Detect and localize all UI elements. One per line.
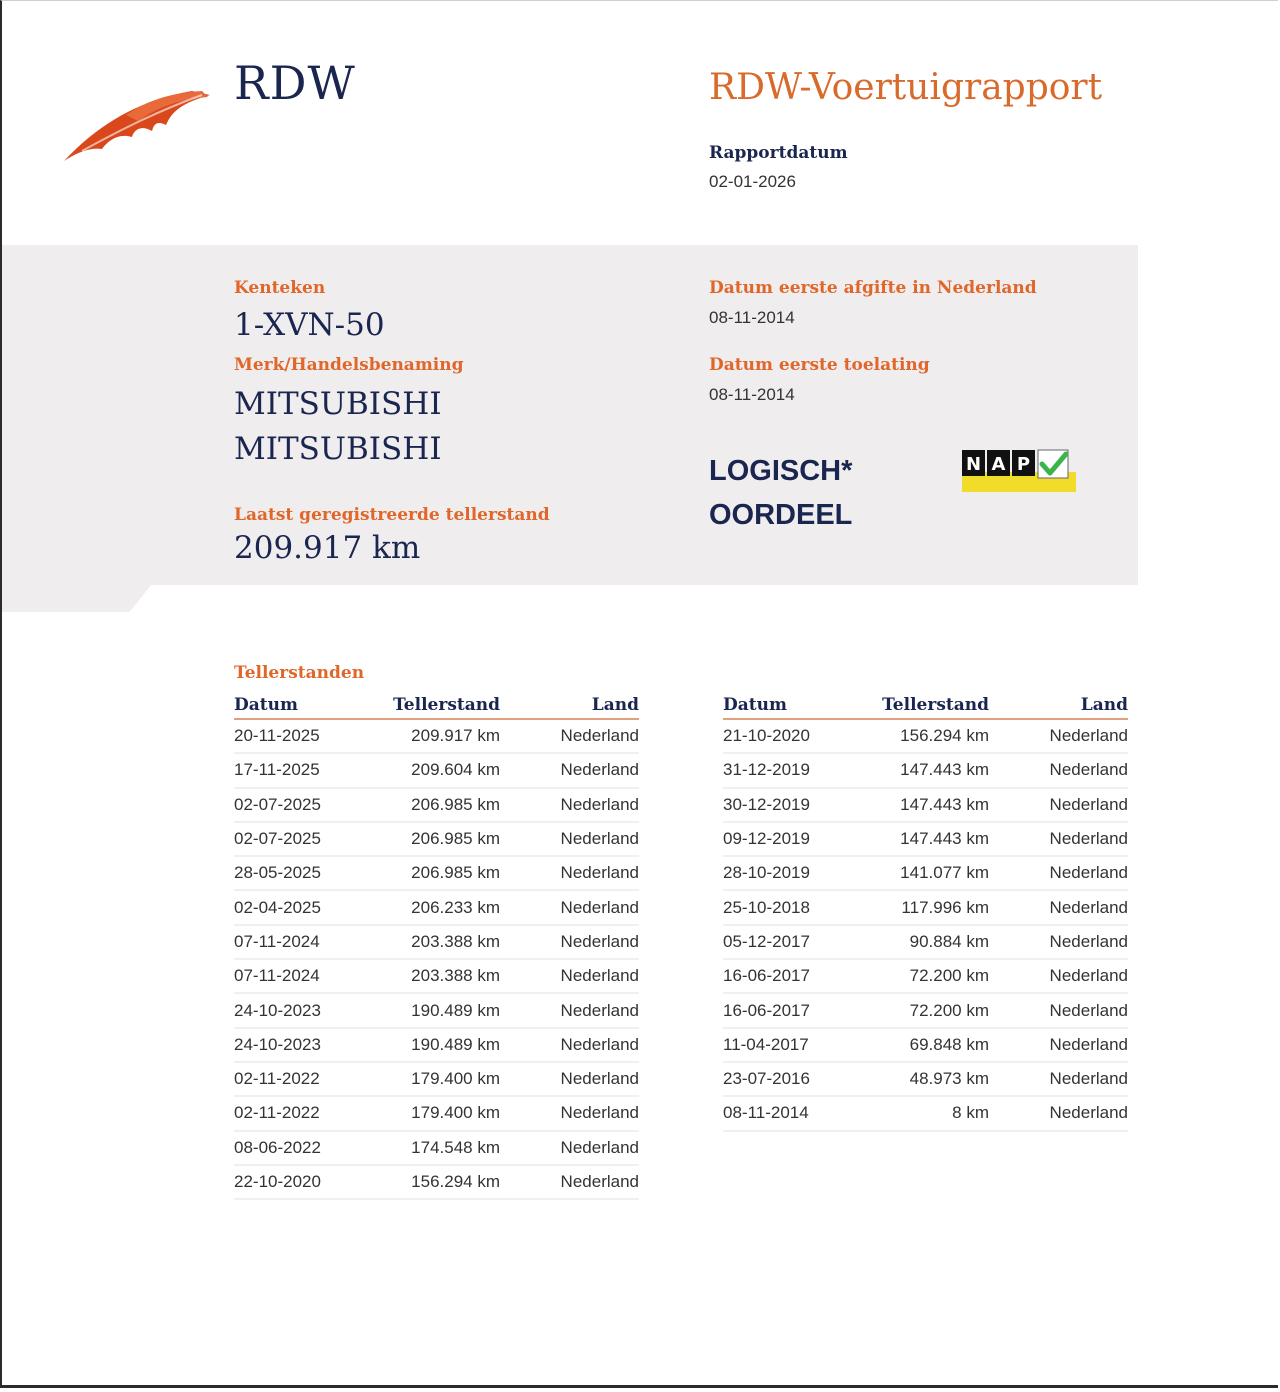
cell-km: 179.400 km bbox=[411, 1103, 500, 1123]
table-row bbox=[234, 1166, 639, 1200]
cell-km: 69.848 km bbox=[909, 1034, 989, 1054]
table-row bbox=[234, 789, 639, 823]
cell-date: 30-12-2019 bbox=[723, 794, 810, 814]
table-row bbox=[234, 1063, 639, 1097]
first-admission-label: Datum eerste toelating bbox=[709, 355, 930, 375]
table-row bbox=[723, 1097, 1128, 1131]
table-row bbox=[234, 960, 639, 994]
cell-date: 25-10-2018 bbox=[723, 897, 810, 917]
cell-land: Nederland bbox=[1049, 760, 1128, 780]
report-title: RDW-Voertuigrapport bbox=[709, 67, 1103, 108]
odometer-value: 209.917 km bbox=[234, 530, 421, 566]
cell-date: 20-11-2025 bbox=[234, 726, 320, 746]
cell-land: Nederland bbox=[1049, 966, 1128, 986]
cell-land: Nederland bbox=[1049, 794, 1128, 814]
table-row bbox=[723, 1029, 1128, 1063]
table-row bbox=[234, 823, 639, 857]
cell-date: 07-11-2024 bbox=[234, 966, 320, 986]
col-land-header: Land bbox=[591, 695, 639, 715]
cell-date: 23-07-2016 bbox=[723, 1069, 810, 1089]
col-km-header: Tellerstand bbox=[882, 695, 989, 715]
cell-km: 203.388 km bbox=[411, 931, 500, 951]
table-row bbox=[234, 926, 639, 960]
cell-km: 209.917 km bbox=[411, 726, 500, 746]
odometer-label: Laatst geregistreerde tellerstand bbox=[234, 505, 550, 525]
table-row bbox=[234, 1097, 639, 1131]
cell-km: 147.443 km bbox=[900, 829, 989, 849]
cell-land: Nederland bbox=[560, 1034, 639, 1054]
cell-land: Nederland bbox=[1049, 829, 1128, 849]
cell-land: Nederland bbox=[560, 726, 639, 746]
cell-land: Nederland bbox=[1049, 931, 1128, 951]
nap-letter-p: P bbox=[1016, 454, 1031, 475]
cell-km: 179.400 km bbox=[411, 1069, 500, 1089]
cell-date: 02-11-2022 bbox=[234, 1103, 320, 1123]
table-row bbox=[234, 1132, 639, 1166]
cell-land: Nederland bbox=[560, 1000, 639, 1020]
cell-land: Nederland bbox=[560, 829, 639, 849]
cell-km: 90.884 km bbox=[909, 931, 989, 951]
cell-land: Nederland bbox=[1049, 863, 1128, 883]
readings-section-title: Tellerstanden bbox=[234, 663, 365, 683]
cell-date: 05-12-2017 bbox=[723, 931, 810, 951]
cell-date: 02-04-2025 bbox=[234, 897, 321, 917]
cell-date: 07-11-2024 bbox=[234, 931, 320, 951]
readings-table-left bbox=[234, 691, 639, 1200]
report-date-label: Rapportdatum bbox=[709, 143, 848, 163]
table-row bbox=[723, 960, 1128, 994]
cell-km: 190.489 km bbox=[411, 1000, 500, 1020]
first-issue-nl-value: 08-11-2014 bbox=[709, 308, 795, 327]
cell-date: 21-10-2020 bbox=[723, 726, 810, 746]
table-row bbox=[723, 789, 1128, 823]
cell-km: 72.200 km bbox=[909, 1000, 989, 1020]
cell-date: 24-10-2023 bbox=[234, 1034, 321, 1054]
table-body bbox=[234, 720, 639, 1200]
cell-km: 156.294 km bbox=[411, 1172, 500, 1191]
cell-date: 31-12-2019 bbox=[723, 760, 810, 780]
cell-date: 02-11-2022 bbox=[234, 1069, 320, 1089]
panel-tab-decoration bbox=[2, 584, 152, 612]
cell-land: Nederland bbox=[1049, 1069, 1128, 1089]
table-header bbox=[234, 691, 639, 720]
cell-date: 02-07-2025 bbox=[234, 829, 321, 849]
cell-date: 28-05-2025 bbox=[234, 863, 321, 883]
cell-land: Nederland bbox=[560, 1137, 639, 1157]
cell-date: 16-06-2017 bbox=[723, 966, 810, 986]
nap-check-icon bbox=[960, 448, 1078, 494]
table-row bbox=[234, 857, 639, 891]
plate-label: Kenteken bbox=[234, 278, 326, 298]
cell-land: Nederland bbox=[1049, 897, 1128, 917]
table-row bbox=[234, 720, 639, 754]
table-row bbox=[723, 1063, 1128, 1097]
cell-date: 09-12-2019 bbox=[723, 829, 810, 849]
cell-land: Nederland bbox=[560, 1069, 639, 1089]
cell-km: 206.985 km bbox=[411, 829, 500, 849]
rdw-logo-icon bbox=[62, 81, 212, 165]
first-admission-value: 08-11-2014 bbox=[709, 385, 795, 404]
report-date: 02-01-2026 bbox=[709, 172, 796, 191]
table-row bbox=[723, 994, 1128, 1028]
first-issue-nl-label: Datum eerste afgifte in Nederland bbox=[709, 278, 1037, 298]
cell-date: 16-06-2017 bbox=[723, 1000, 810, 1020]
cell-land: Nederland bbox=[560, 794, 639, 814]
col-km-header: Tellerstand bbox=[393, 695, 500, 715]
cell-date: 08-11-2014 bbox=[723, 1103, 809, 1123]
org-name: RDW bbox=[234, 56, 356, 110]
table-body bbox=[723, 720, 1128, 1132]
readings-table-right bbox=[723, 691, 1128, 1132]
cell-date: 11-04-2017 bbox=[723, 1034, 809, 1054]
table-row bbox=[234, 754, 639, 788]
cell-land: Nederland bbox=[1049, 1034, 1128, 1054]
table-row bbox=[234, 891, 639, 925]
cell-land: Nederland bbox=[560, 897, 639, 917]
cell-date: 22-10-2020 bbox=[234, 1172, 321, 1191]
cell-land: Nederland bbox=[560, 931, 639, 951]
col-date-header: Datum bbox=[234, 695, 298, 715]
cell-date: 02-07-2025 bbox=[234, 794, 321, 814]
table-header bbox=[723, 691, 1128, 720]
table-row bbox=[723, 754, 1128, 788]
table-row bbox=[723, 823, 1128, 857]
cell-km: 206.985 km bbox=[411, 794, 500, 814]
table-row bbox=[723, 720, 1128, 754]
cell-land: Nederland bbox=[1049, 1103, 1128, 1123]
cell-land: Nederland bbox=[560, 863, 639, 883]
make-label: Merk/Handelsbenaming bbox=[234, 355, 464, 375]
cell-km: 156.294 km bbox=[900, 726, 989, 746]
col-land-header: Land bbox=[1080, 695, 1128, 715]
table-row bbox=[723, 857, 1128, 891]
cell-land: Nederland bbox=[560, 966, 639, 986]
cell-date: 17-11-2025 bbox=[234, 760, 320, 780]
make-value: MITSUBISHI bbox=[234, 386, 442, 422]
cell-date: 28-10-2019 bbox=[723, 863, 810, 883]
cell-land: Nederland bbox=[1049, 726, 1128, 746]
cell-km: 203.388 km bbox=[411, 966, 500, 986]
trade-name-value: MITSUBISHI bbox=[234, 431, 442, 467]
cell-km: 174.548 km bbox=[411, 1137, 500, 1157]
cell-land: Nederland bbox=[560, 1103, 639, 1123]
cell-km: 141.077 km bbox=[900, 863, 989, 883]
cell-km: 48.973 km bbox=[909, 1069, 989, 1089]
cell-date: 08-06-2022 bbox=[234, 1137, 321, 1157]
verdict-line-1: LOGISCH* bbox=[709, 455, 853, 487]
cell-km: 147.443 km bbox=[900, 760, 989, 780]
table-row bbox=[234, 1029, 639, 1063]
cell-date: 24-10-2023 bbox=[234, 1000, 321, 1020]
plate-value: 1-XVN-50 bbox=[234, 307, 385, 343]
verdict-line-2: OORDEEL bbox=[709, 499, 853, 531]
cell-km: 147.443 km bbox=[900, 794, 989, 814]
table-row bbox=[723, 891, 1128, 925]
cell-km: 72.200 km bbox=[909, 966, 989, 986]
col-date-header: Datum bbox=[723, 695, 787, 715]
cell-km: 206.233 km bbox=[411, 897, 500, 917]
table-row bbox=[723, 926, 1128, 960]
cell-land: Nederland bbox=[560, 760, 639, 780]
cell-km: 190.489 km bbox=[411, 1034, 500, 1054]
nap-letter-a: A bbox=[991, 454, 1006, 475]
nap-letter-n: N bbox=[965, 454, 982, 475]
cell-km: 117.996 km bbox=[901, 897, 989, 917]
cell-km: 8 km bbox=[952, 1103, 989, 1123]
cell-km: 209.604 km bbox=[411, 760, 500, 780]
table-row bbox=[234, 994, 639, 1028]
cell-land: Nederland bbox=[560, 1172, 639, 1191]
cell-land: Nederland bbox=[1049, 1000, 1128, 1020]
cell-km: 206.985 km bbox=[411, 863, 500, 883]
